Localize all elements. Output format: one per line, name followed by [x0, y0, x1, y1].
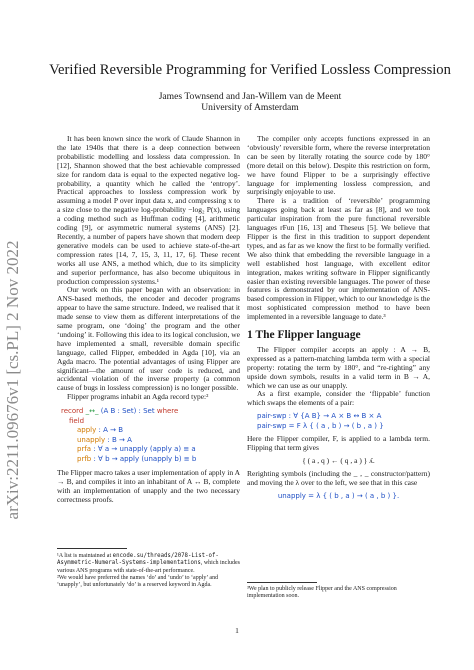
affiliation: University of Amsterdam	[201, 102, 299, 113]
author-block	[40, 91, 460, 113]
right-paragraph-2: There is a tradition of ‘reversible’ programming languages going back at least as far as [8], and we took particular inspiration from the pure functional reversible languages rFun [16, 13] and Theseus [5]. We believe that Flipper is the first in this tradition to support dependent types, and as far as we know the first to be formally verified. We also think that embedding the reversible language in a well established host language, with excellent editor integration, makes writing software in Flipper significantly easier than existing reversible languages. The power of these features is demonstrated by our implementation of ANS-based compression in Flipper, which to our knowledge is the most sophisticated compression method to have been implemented in a reversible language to date.³	[247, 196, 430, 322]
section-heading: 1 The Flipper language	[247, 329, 361, 342]
pair-swap-code: pair-swp : ∀ {A B} → A × B ↔ B × A pair-swp = F λ { ( a , b ) → ( b , a ) }	[257, 412, 384, 430]
right-paragraph-1: The compiler only accepts functions expressed in an ‘obviously’ reversible form, where the reverse interpretation can be seen by literally rotating the source code by 180° (more detail on this below). Despite this restriction on form, we have found Flipper to be a surprisingly effective language for implementing lossless compression, and surprisingly enjoyable to use.	[247, 134, 430, 197]
record-code-block: record _↔_ (A B : Set) : Set where field apply : A → B unapply : B → A prfa : ∀ a → unapply (apply a) ≡ a prfb : ∀ b → apply (unapply b) ≡ b	[61, 407, 197, 463]
left-column	[57, 135, 240, 505]
section-paragraph-1: The Flipper compiler accepts an apply : A → B, expressed as a pattern-matching lambda term with a special property: rotating the term by 180°, and “re-righting” any upside down symbols, results in a valid term in B → A, which we can use as our unapply.	[247, 344, 430, 390]
footnote-rule-left	[57, 548, 127, 549]
page-number: 1	[235, 626, 239, 635]
footnotes-left	[57, 553, 240, 589]
intro-paragraph-3: Flipper programs inhabit an Agda record type:²	[67, 392, 209, 402]
intro-paragraph-2: Our work on this paper began with an observation: in ANS-based methods, the encoder and decoder programs appear to have the same structure. Indeed, we realised that it made sense to view them as different interpretations of the same program, one ‘doing’ the program and the other ‘undoing’ it. Following this idea to its logical conclusion, we have implemented a small, reversible domain specific language, called Flipper, embedded in Agda [10], via an Agda macro. The potential advantages of using Flipper are significant—the amount of user code is reduced, and accidental violation of the inverse property (a common cause of bugs in lossless compression) is no longer possible.	[57, 285, 240, 393]
section-paragraph-2: As a first example, consider the ‘flippable’ function which swaps the elements of a pair:	[247, 389, 430, 408]
right-column	[247, 135, 430, 505]
footnote-3: ³We plan to publicly release Flipper and the ANS compression implementation soon.	[247, 586, 397, 600]
flipped-term: { ( a , q ) ← ( q , a ) } ʎ.	[302, 456, 375, 466]
intro-paragraph-1: It has been known since the work of Claude Shannon in the late 1940s that there is a deep connection between probabilistic modelling and lossless data compression. In [12], Shannon showed that the best achievable compressed size for random data is equal to the expected negative log-probability, a quantity which he called the ‘entropy’. Practical approaches to lossless compression work by assuming a model P over input data x, and compressing x to a size close to the negative log-probability −log₂ P(x), using a coding method such as Huffman coding [4], arithmetic coding [9], or asymmetric numeral systems (ANS) [2]. Recently, a number of papers have shown that modern deep generative models can be used to achieve state-of-the-art compression rates [14, 7, 15, 3, 11, 17, 6]. These recent works all use ANS, a method which, due to its simplicity and superior performance, has also become ubiquitous in production compression systems.¹	[57, 134, 240, 286]
section-paragraph-3: Here the Flipper compiler, F, is applied to a lambda term. Flipping that term gives	[247, 434, 430, 453]
section-paragraph-4: Rerighting symbols (including the _ ‚ _ constructor/pattern) and moving the λ over to the left, we see that in this case	[247, 469, 430, 487]
footnote-2: ²We would have preferred the names ‘do’ and ‘undo’ to ‘apply’ and ‘unapply’, but unfortunately ‘do’ is a reserved keyword in Agda.	[57, 574, 219, 589]
unapply-equation: unapply = λ { ( b , a ) → ( a , b ) }.	[277, 491, 400, 500]
footnote-rule-right	[247, 582, 317, 583]
footnote-1: ¹A list is maintained at encode.su/threads/2078-List-of-Asymmetric-Numeral-Systems-implementations, which includes various ANS programs with state-of-the-art performance.	[57, 553, 240, 574]
intro-paragraph-4: The Flipper macro takes a user implementation of apply in A → B, and compiles it into an inhabitant of A ↔ B, complete with an implementation of unapply and the two necessary correctness proofs.	[57, 468, 240, 504]
paper-title: Verified Reversible Programming for Verified Lossless Compression	[49, 62, 451, 78]
arxiv-stamp: arXiv:2211.09676v1 [cs.PL] 2 Nov 2022	[3, 240, 22, 520]
authors: James Townsend and Jan-Willem van de Meent	[158, 91, 342, 102]
